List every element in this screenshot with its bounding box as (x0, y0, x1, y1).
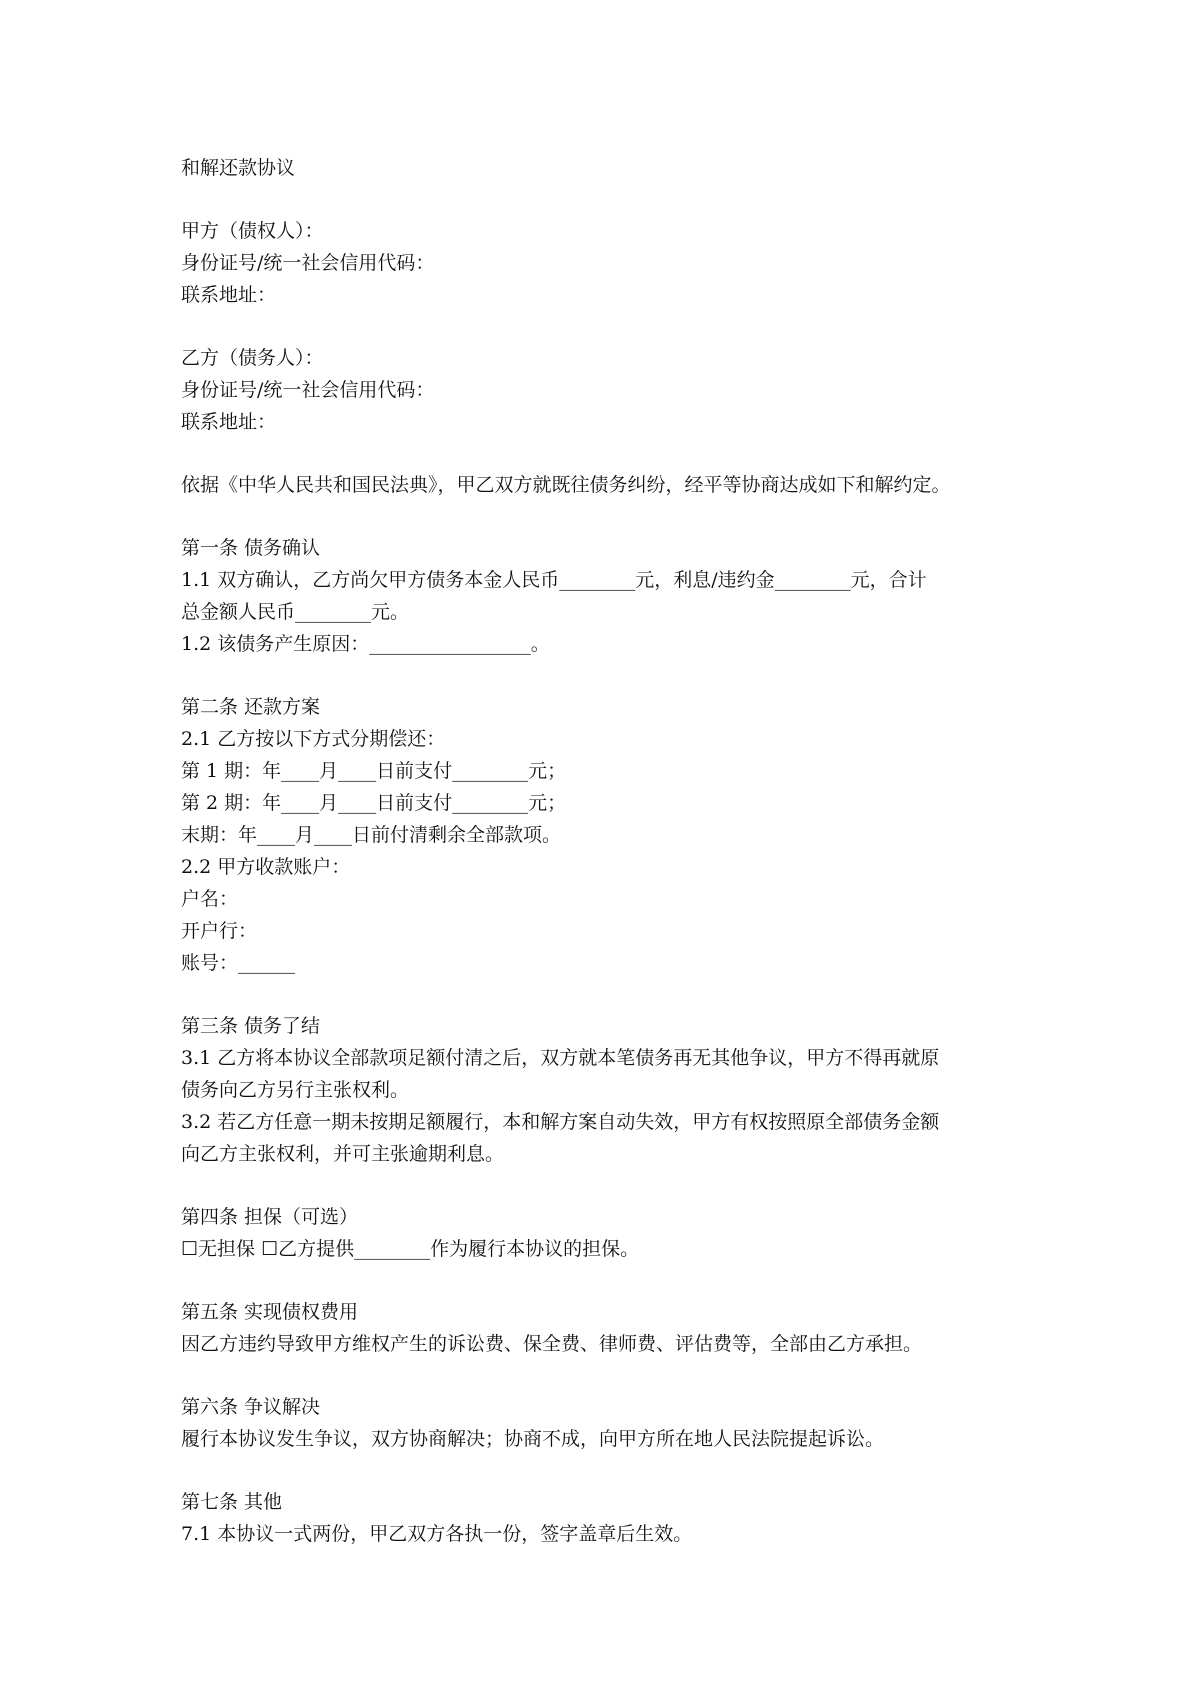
article-line: 履行本协议发生争议，双方协商解决；协商不成，向甲方所在地人民法院提起诉讼。 (181, 1428, 885, 1450)
article-line: 3.1 乙方将本协议全部款项足额付清之后，双方就本笔债务再无其他争议，甲方不得再就原 (181, 1047, 940, 1069)
article-line: 开户行： (181, 920, 258, 942)
spacer (181, 1170, 1070, 1201)
article-line: 第 2 期：年____月____日前支付________元； (181, 792, 567, 814)
party-a-label: 甲方（债权人）： (181, 220, 324, 242)
party-b-address-label: 联系地址： (181, 411, 277, 433)
article-line: 2.1 乙方按以下方式分期偿还： (181, 728, 446, 750)
article-heading: 第二条 还款方案 (181, 696, 321, 718)
article-line: 3.2 若乙方任意一期未按期足额履行，本和解方案自动失效，甲方有权按照原全部债务金额 (181, 1111, 940, 1133)
party-a-id-label: 身份证号/统一社会信用代码： (181, 252, 435, 274)
article-line: 2.2 甲方收款账户： (181, 856, 351, 878)
article-line: 1.2 该债务产生原因：_________________。 (181, 633, 550, 655)
spacer (181, 311, 1070, 342)
article-heading: 第四条 担保（可选） (181, 1206, 359, 1228)
article-line: 总金额人民币________元。 (181, 601, 410, 623)
article-line: 末期：年____月____日前付清剩余全部款项。 (181, 824, 562, 846)
party-a-address-label: 联系地址： (181, 284, 277, 306)
party-b-id-label: 身份证号/统一社会信用代码： (181, 379, 435, 401)
article-line: 7.1 本协议一式两份，甲乙双方各执一份，签字盖章后生效。 (181, 1523, 693, 1545)
article-line: 第 1 期：年____月____日前支付________元； (181, 760, 567, 782)
article-line: 账号：______ (181, 952, 296, 974)
article-line: ☐无担保 ☐乙方提供________作为履行本协议的担保。 (181, 1238, 640, 1260)
spacer (181, 501, 1070, 532)
article-heading: 第一条 债务确认 (181, 537, 321, 559)
article-line: 债务向乙方另行主张权利。 (181, 1079, 410, 1101)
article-heading: 第六条 争议解决 (181, 1396, 321, 1418)
article-heading: 第七条 其他 (181, 1491, 283, 1513)
spacer (181, 184, 1070, 215)
article-line: 1.1 双方确认，乙方尚欠甲方债务本金人民币________元，利息/违约金________元，合计 (181, 569, 927, 591)
article-heading: 第五条 实现债权费用 (181, 1301, 359, 1323)
spacer (181, 979, 1070, 1010)
article-line: 户名： (181, 888, 239, 910)
article-line: 向乙方主张权利，并可主张逾期利息。 (181, 1143, 505, 1165)
article-heading: 第三条 债务了结 (181, 1015, 321, 1037)
spacer (181, 660, 1070, 691)
party-b-label: 乙方（债务人）： (181, 347, 324, 369)
article-line: 因乙方违约导致甲方维权产生的诉讼费、保全费、律师费、评估费等，全部由乙方承担。 (181, 1333, 923, 1355)
spacer (181, 1265, 1070, 1296)
preamble: 依据《中华人民共和国民法典》，甲乙双方就既往债务纠纷，经平等协商达成如下和解约定。 (181, 474, 951, 496)
spacer (181, 438, 1070, 469)
spacer (181, 1360, 1070, 1391)
document-title: 和解还款协议 (181, 157, 296, 179)
spacer (181, 1455, 1070, 1486)
